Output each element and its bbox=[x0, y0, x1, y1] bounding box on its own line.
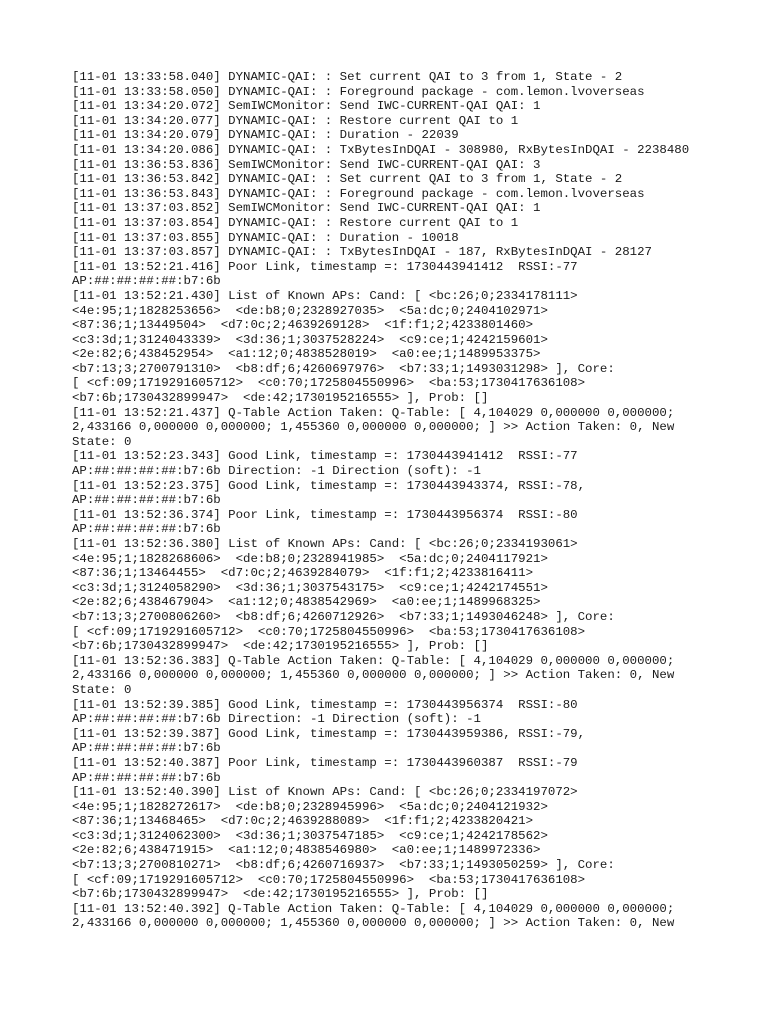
log-line: [11-01 13:52:39.385] Good Link, timestamp =: 1730443956374 RSSI:-80 bbox=[72, 697, 578, 712]
log-line: <b7:13;3;2700810271> <b8:df;6;4260716937> <b7:33;1;1493050259> ], Core: bbox=[72, 858, 615, 873]
log-line: [11-01 13:52:40.392] Q-Table Action Taken: Q-Table: [ 4,104029 0,000000 0,000000; bbox=[72, 901, 675, 916]
log-line: AP:##:##:##:##:b7:6b bbox=[72, 522, 221, 537]
log-line: [11-01 13:33:58.040] DYNAMIC-QAI: : Set current QAI to 3 from 1, State - 2 bbox=[72, 70, 623, 84]
log-line: [11-01 13:52:23.343] Good Link, timestamp =: 1730443941412 RSSI:-77 bbox=[72, 449, 578, 464]
log-line: [11-01 13:37:03.852] SemIWCMonitor: Send IWC-CURRENT-QAI QAI: 1 bbox=[72, 201, 541, 216]
log-line: [11-01 13:52:21.430] List of Known APs: Cand: [ <bc:26;0;2334178111> bbox=[72, 288, 578, 303]
log-document bbox=[72, 70, 752, 931]
log-line: [ <cf:09;1719291605712> <c0:70;1725804550996> <ba:53;1730417636108> bbox=[72, 624, 586, 639]
log-line: [11-01 13:52:39.387] Good Link, timestamp =: 1730443959386, RSSI:-79, bbox=[72, 726, 586, 741]
log-line: [11-01 13:34:20.079] DYNAMIC-QAI: : Duration - 22039 bbox=[72, 128, 459, 143]
log-line: <2e:82;6;438471915> <a1:12;0;4838546980> <a0:ee;1;1489972336> bbox=[72, 843, 541, 858]
log-line: <c3:3d;1;3124043339> <3d:36;1;3037528224> <c9:ce;1;4242159601> bbox=[72, 332, 548, 347]
log-line: 2,433166 0,000000 0,000000; 1,455360 0,000000 0,000000; ] >> Action Taken: 0, New bbox=[72, 668, 675, 683]
log-line: State: 0 bbox=[72, 682, 132, 697]
log-line: <b7:6b;1730432899947> <de:42;1730195216555> ], Prob: [] bbox=[72, 639, 489, 654]
log-line: <b7:13;3;2700791310> <b8:df;6;4260697976> <b7:33;1;1493031298> ], Core: bbox=[72, 361, 615, 376]
log-line: <87:36;1;13464455> <d7:0c;2;4639284079> <1f:f1;2;4233816411> bbox=[72, 566, 534, 581]
log-line: [ <cf:09;1719291605712> <c0:70;1725804550996> <ba:53;1730417636108> bbox=[72, 376, 586, 391]
log-line: <87:36;1;13449504> <d7:0c;2;4639269128> <1f:f1;2;4233801460> bbox=[72, 318, 534, 333]
log-line: AP:##:##:##:##:b7:6b Direction: -1 Direction (soft): -1 bbox=[72, 712, 481, 727]
log-line: 2,433166 0,000000 0,000000; 1,455360 0,000000 0,000000; ] >> Action Taken: 0, New bbox=[72, 420, 675, 435]
log-line: <b7:6b;1730432899947> <de:42;1730195216555> ], Prob: [] bbox=[72, 887, 489, 902]
log-line: [11-01 13:36:53.842] DYNAMIC-QAI: : Set current QAI to 3 from 1, State - 2 bbox=[72, 172, 623, 187]
log-line: AP:##:##:##:##:b7:6b bbox=[72, 741, 221, 756]
log-line: [ <cf:09;1719291605712> <c0:70;1725804550996> <ba:53;1730417636108> bbox=[72, 872, 586, 887]
log-line: 2,433166 0,000000 0,000000; 1,455360 0,000000 0,000000; ] >> Action Taken: 0, New bbox=[72, 916, 675, 931]
log-line: <c3:3d;1;3124058290> <3d:36;1;3037543175> <c9:ce;1;4242174551> bbox=[72, 580, 548, 595]
log-line: [11-01 13:52:40.387] Poor Link, timestamp =: 1730443960387 RSSI:-79 bbox=[72, 755, 578, 770]
log-line: <b7:6b;1730432899947> <de:42;1730195216555> ], Prob: [] bbox=[72, 391, 489, 406]
log-line: [11-01 13:34:20.072] SemIWCMonitor: Send IWC-CURRENT-QAI QAI: 1 bbox=[72, 99, 541, 114]
log-line: <b7:13;3;2700806260> <b8:df;6;4260712926> <b7:33;1;1493046248> ], Core: bbox=[72, 609, 615, 624]
log-line: AP:##:##:##:##:b7:6b bbox=[72, 770, 221, 785]
log-line: <4e:95;1;1828268606> <de:b8;0;2328941985> <5a:dc;0;2404117921> bbox=[72, 551, 548, 566]
log-line: [11-01 13:33:58.050] DYNAMIC-QAI: : Foreground package - com.lemon.lvoverseas bbox=[72, 84, 645, 99]
log-line: <2e:82;6;438467904> <a1:12;0;4838542969> <a0:ee;1;1489968325> bbox=[72, 595, 541, 610]
log-line: <2e:82;6;438452954> <a1:12;0;4838528019> <a0:ee;1;1489953375> bbox=[72, 347, 541, 362]
log-line: [11-01 13:37:03.854] DYNAMIC-QAI: : Restore current QAI to 1 bbox=[72, 215, 519, 230]
log-line: <87:36;1;13468465> <d7:0c;2;4639288089> <1f:f1;2;4233820421> bbox=[72, 814, 534, 829]
log-line: <4e:95;1;1828272617> <de:b8;0;2328945996> <5a:dc;0;2404121932> bbox=[72, 799, 548, 814]
log-line: State: 0 bbox=[72, 434, 132, 449]
log-line: [11-01 13:52:36.380] List of Known APs: Cand: [ <bc:26;0;2334193061> bbox=[72, 537, 578, 551]
log-line: [11-01 13:52:23.375] Good Link, timestamp =: 1730443943374, RSSI:-78, bbox=[72, 478, 586, 493]
log-line: [11-01 13:34:20.077] DYNAMIC-QAI: : Restore current QAI to 1 bbox=[72, 113, 519, 128]
log-line: [11-01 13:36:53.836] SemIWCMonitor: Send IWC-CURRENT-QAI QAI: 3 bbox=[72, 157, 541, 172]
log-line: [11-01 13:37:03.857] DYNAMIC-QAI: : TxBytesInDQAI - 187, RxBytesInDQAI - 28127 bbox=[72, 245, 652, 260]
log-line: [11-01 13:52:40.390] List of Known APs: Cand: [ <bc:26;0;2334197072> bbox=[72, 785, 578, 800]
log-line: [11-01 13:34:20.086] DYNAMIC-QAI: : TxBytesInDQAI - 308980, RxBytesInDQAI - 2238480 bbox=[72, 142, 690, 157]
log-line: [11-01 13:52:21.416] Poor Link, timestamp =: 1730443941412 RSSI:-77 bbox=[72, 259, 578, 274]
log-line: <4e:95;1;1828253656> <de:b8;0;2328927035> <5a:dc;0;2404102971> bbox=[72, 303, 548, 318]
log-line: [11-01 13:52:21.437] Q-Table Action Taken: Q-Table: [ 4,104029 0,000000 0,000000; bbox=[72, 405, 675, 420]
log-line: <c3:3d;1;3124062300> <3d:36;1;3037547185> <c9:ce;1;4242178562> bbox=[72, 828, 548, 843]
log-line: [11-01 13:52:36.383] Q-Table Action Taken: Q-Table: [ 4,104029 0,000000 0,000000; bbox=[72, 653, 675, 668]
log-line: [11-01 13:52:36.374] Poor Link, timestamp =: 1730443956374 RSSI:-80 bbox=[72, 507, 578, 522]
log-line: AP:##:##:##:##:b7:6b Direction: -1 Direction (soft): -1 bbox=[72, 464, 481, 479]
log-line: [11-01 13:36:53.843] DYNAMIC-QAI: : Foreground package - com.lemon.lvoverseas bbox=[72, 186, 645, 201]
log-line: AP:##:##:##:##:b7:6b bbox=[72, 274, 221, 289]
log-line: [11-01 13:37:03.855] DYNAMIC-QAI: : Duration - 10018 bbox=[72, 230, 459, 245]
log-line: AP:##:##:##:##:b7:6b bbox=[72, 493, 221, 508]
